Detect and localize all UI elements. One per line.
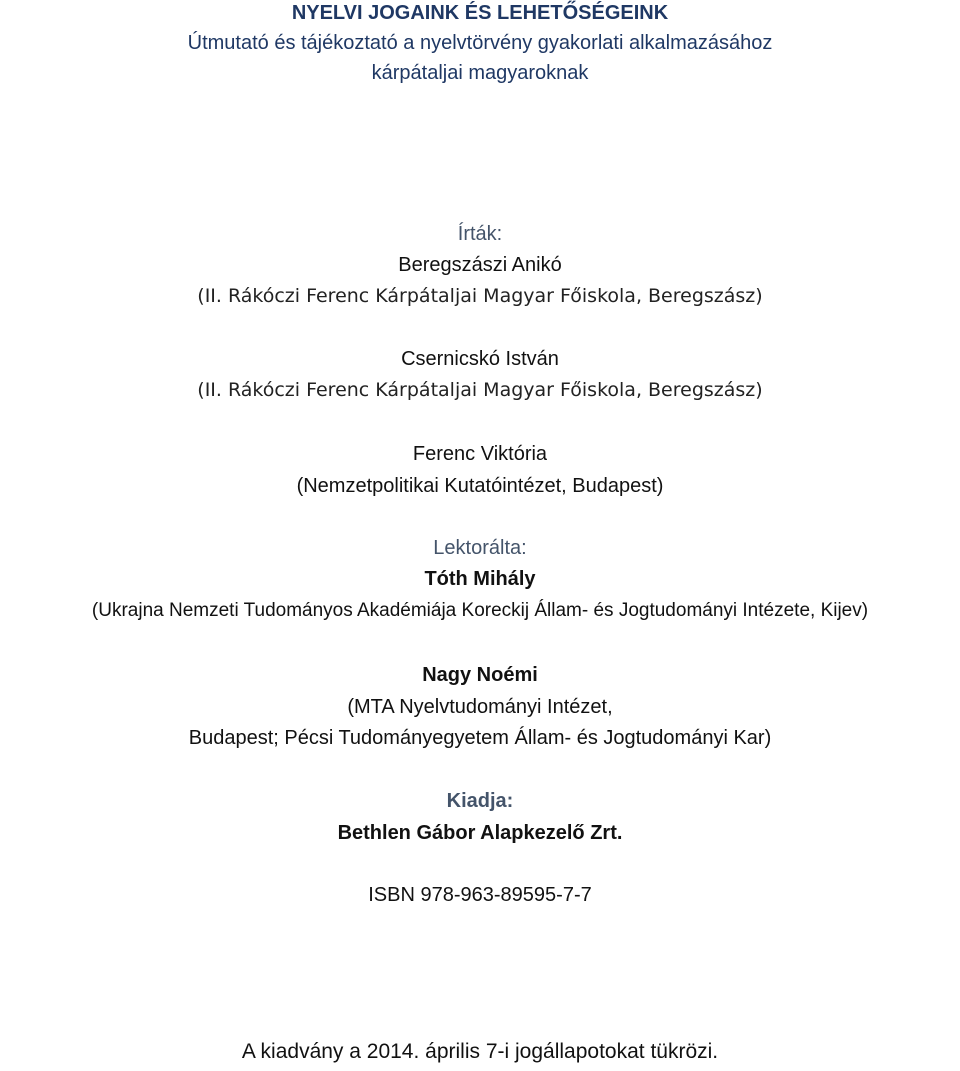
- author-affiliation-2: (II. Rákóczi Ferenc Kárpátaljai Magyar Főiskola, Beregszász): [197, 379, 763, 401]
- document-audience: kárpátaljai magyaroknak: [371, 62, 589, 84]
- reviewer-name-1: Tóth Mihály: [424, 568, 536, 590]
- footer-note: A kiadvány a 2014. április 7-i jogállapotokat tükrözi.: [241, 1040, 719, 1063]
- authors-label: Írták:: [457, 223, 503, 245]
- document-subtitle: Útmutató és tájékoztató a nyelvtörvény gyakorlati alkalmazásához: [187, 32, 773, 54]
- reviewer-affiliation-1: (Ukrajna Nemzeti Tudományos Akadémiája Koreckij Állam- és Jogtudományi Intézete, Kijev): [91, 600, 869, 621]
- author-name-3: Ferenc Viktória: [412, 443, 548, 465]
- author-name-2: Csernicskó István: [401, 348, 559, 370]
- reviewers-label: Lektorálta:: [433, 537, 527, 559]
- reviewer-affiliation-2-line2: Budapest; Pécsi Tudományegyetem Állam- és Jogtudományi Kar): [188, 727, 772, 749]
- isbn: ISBN 978-963-89595-7-7: [368, 884, 592, 906]
- author-affiliation-1: (II. Rákóczi Ferenc Kárpátaljai Magyar Főiskola, Beregszász): [197, 285, 763, 307]
- reviewer-affiliation-2-line1: (MTA Nyelvtudományi Intézet,: [347, 696, 613, 718]
- publisher-name: Bethlen Gábor Alapkezelő Zrt.: [337, 822, 623, 844]
- document-title: NYELVI JOGAINK ÉS LEHETŐSÉGEINK: [291, 2, 669, 24]
- author-name-1: Beregszászi Anikó: [398, 254, 562, 276]
- reviewer-name-2: Nagy Noémi: [422, 664, 538, 686]
- author-affiliation-3: (Nemzetpolitikai Kutatóintézet, Budapest): [296, 475, 664, 497]
- publisher-label: Kiadja:: [446, 790, 514, 812]
